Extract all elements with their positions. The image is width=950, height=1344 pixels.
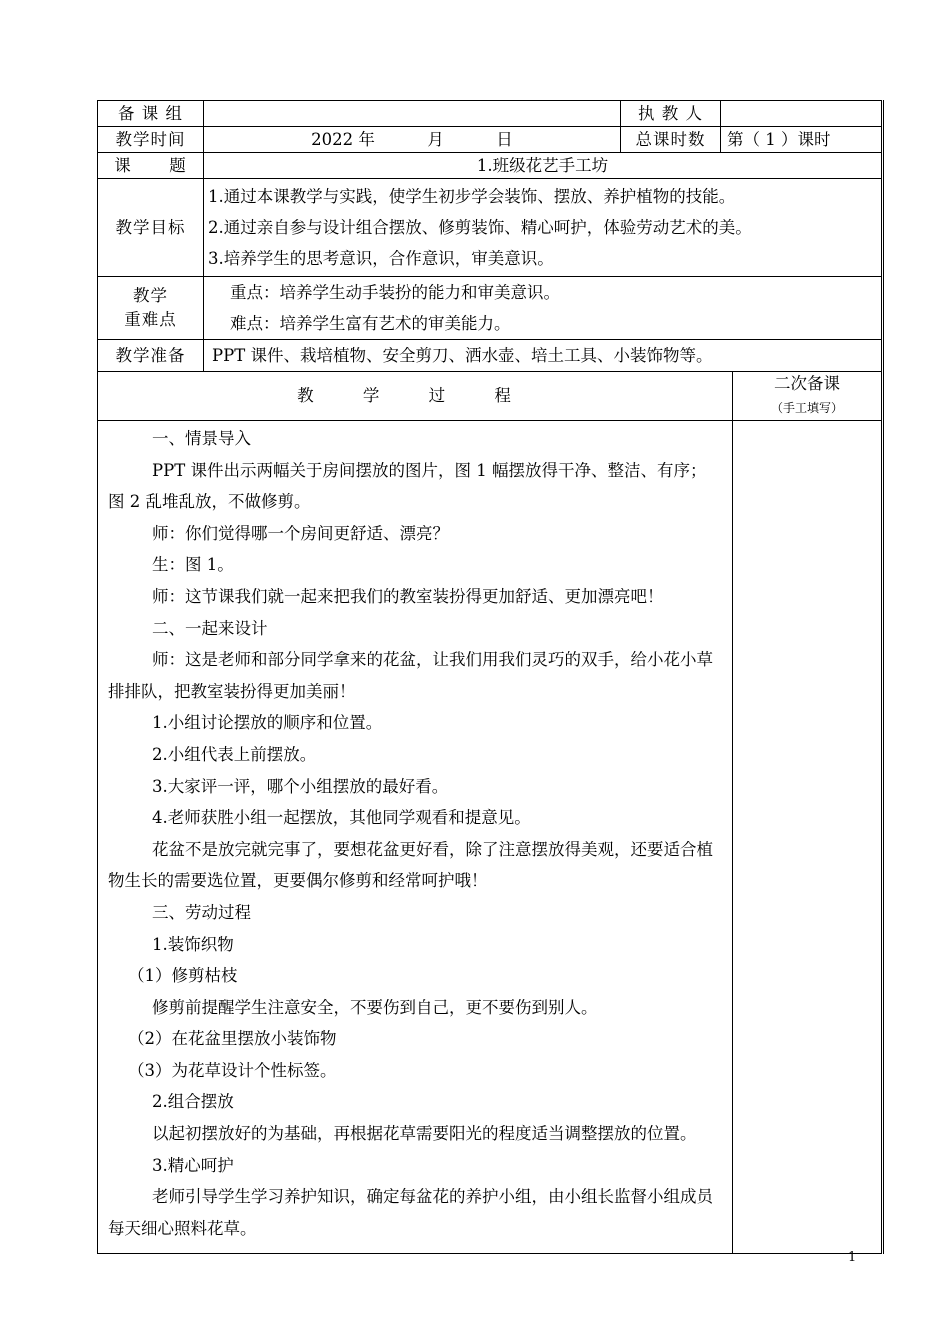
paragraph: 老师引导学生学习养护知识，确定每盆花的养护小组，由小组长监督小组成员每天细心照料花草。 [108, 1187, 713, 1238]
paragraph: 修剪前提醒学生注意安全，不要伤到自己，更不要伤到别人。 [152, 997, 598, 1017]
key-point: 重点：培养学生动手装扮的能力和审美意识。 [230, 283, 560, 302]
row-topic [98, 153, 883, 179]
topic-label: 课 题 [98, 153, 204, 179]
focus-label [98, 277, 204, 340]
topic-value: 1.班级花艺手工坊 [204, 153, 883, 179]
process-body [98, 421, 733, 1254]
group-value [204, 101, 621, 127]
focus-content [204, 277, 883, 340]
prep-text: PPT 课件、栽培植物、安全剪刀、洒水壶、培土工具、小装饰物等。 [204, 340, 883, 372]
teacher-label: 执 教 人 [621, 101, 721, 127]
paragraph: （1）修剪枯枝 [128, 966, 238, 986]
teacher-value [721, 101, 883, 127]
paragraph: 以起初摆放好的为基础，再根据花草需要阳光的程度适当调整摆放的位置。 [152, 1124, 697, 1144]
goal-item: 2.通过亲自参与设计组合摆放、修剪装饰、精心呵护，体验劳动艺术的美。 [208, 218, 752, 237]
date-value: 2022 年 月 日 [204, 127, 621, 153]
prep-label: 教学准备 [98, 340, 204, 372]
period-value: 第（ 1 ）课时 [721, 127, 883, 153]
focus-label-line1: 教学 [133, 286, 168, 305]
paragraph: 2.组合摆放 [152, 1092, 234, 1112]
total-label: 总课时数 [621, 127, 721, 153]
page-number: 1 [848, 1250, 857, 1265]
paragraph: 二、一起来设计 [152, 618, 268, 638]
second-prep-label: 二次备课 [774, 374, 841, 393]
paragraph: 3.精心呵护 [152, 1155, 234, 1175]
row-goals [98, 179, 883, 277]
paragraph: 生：图 1。 [152, 555, 234, 575]
row-prep [98, 340, 883, 372]
row-process-head [98, 372, 883, 421]
paragraph: （2）在花盆里摆放小装饰物 [128, 1029, 337, 1049]
time-label: 教学时间 [98, 127, 204, 153]
paragraph: 3.大家评一评，哪个小组摆放的最好看。 [152, 776, 449, 796]
paragraph: （3）为花草设计个性标签。 [128, 1060, 337, 1080]
goals-list [204, 179, 883, 277]
goal-item: 1.通过本课教学与实践，使学生初步学会装饰、摆放、养护植物的技能。 [208, 187, 736, 206]
paragraph: 一、情景导入 [152, 429, 251, 448]
paragraph: 三、劳动过程 [152, 902, 251, 922]
second-prep-header [733, 372, 883, 421]
group-label: 备 课 组 [98, 101, 204, 127]
row-group [98, 101, 883, 127]
goal-item: 3.培养学生的思考意识，合作意识，审美意识。 [208, 249, 554, 268]
paragraph: 师：这节课我们就一起来把我们的教室装扮得更加舒适、更加漂亮吧！ [152, 586, 664, 606]
lesson-plan-table [97, 100, 884, 1254]
process-heading: 教 学 过 程 [98, 372, 733, 421]
paragraph: 1.装饰织物 [152, 934, 234, 954]
paragraph: 花盆不是放完就完事了，要想花盆更好看，除了注意摆放得美观，还要适合植物生长的需要选位置，更要偶尔修剪和经常呵护哦！ [108, 839, 713, 891]
row-focus [98, 277, 883, 340]
difficult-point: 难点：培养学生富有艺术的审美能力。 [230, 314, 511, 333]
paragraph: PPT 课件出示两幅关于房间摆放的图片，图 1 幅摆放得干净、整洁、有序；图 2 乱堆乱放，不做修剪。 [108, 460, 707, 512]
paragraph: 师：你们觉得哪一个房间更舒适、漂亮？ [152, 523, 449, 543]
row-time [98, 127, 883, 153]
second-prep-note: （手工填写） [771, 401, 844, 415]
paragraph: 2.小组代表上前摆放。 [152, 744, 317, 764]
focus-label-line2: 重难点 [124, 310, 177, 329]
second-prep-body [733, 421, 883, 1254]
paragraph: 师：这是老师和部分同学拿来的花盆，让我们用我们灵巧的双手，给小花小草排排队，把教室装扮得更加美丽！ [108, 650, 713, 701]
row-process-body [98, 421, 883, 1254]
paragraph: 1.小组讨论摆放的顺序和位置。 [152, 713, 383, 733]
goals-label: 教学目标 [98, 179, 204, 277]
paragraph: 4.老师获胜小组一起摆放，其他同学观看和提意见。 [152, 808, 531, 828]
